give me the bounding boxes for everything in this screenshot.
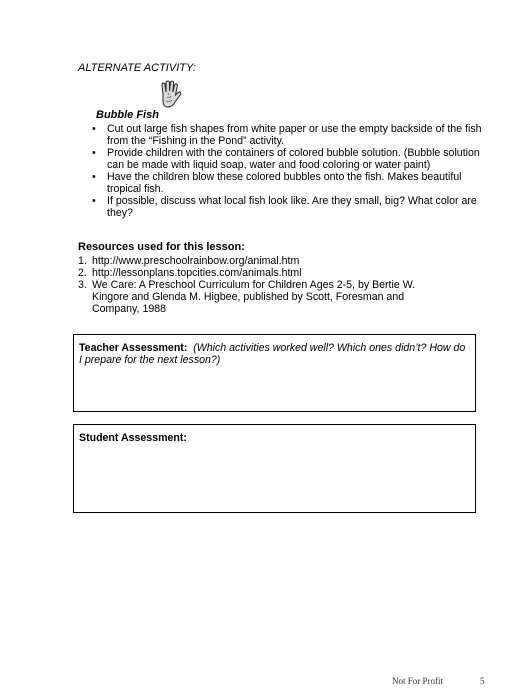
resource-text: We Care: A Preschool Curriculum for Children Ages 2-5, by Bertie W. Kingore and Glenda M. Higbee, published by Scott, Foresman and Company, 1988: [92, 279, 416, 315]
activity-bullet-list: [92, 123, 492, 219]
list-item: [78, 255, 438, 267]
list-number: 1.: [78, 255, 87, 267]
resources-title: Resources used for this lesson:: [78, 241, 245, 253]
alternate-activity-heading: ALTERNATE ACTIVITY:: [78, 62, 196, 74]
student-assessment-label: Student Assessment:: [79, 432, 187, 444]
list-number: 2.: [78, 267, 87, 279]
list-item: • Have the children blow these colored bubbles onto the fish. Makes beautiful tropical fish.: [92, 171, 492, 195]
hand-icon: [158, 80, 182, 110]
bubble-fish-title: Bubble Fish: [96, 109, 159, 121]
list-item: • If possible, discuss what local fish look like. Are they small, big? What color are they?: [92, 195, 492, 219]
footer-label: Not For Profit: [392, 676, 444, 686]
list-item: [78, 279, 438, 315]
teacher-assessment-box: [73, 334, 476, 412]
list-item: • Provide children with the containers of colored bubble solution. (Bubble solution can be made with liquid soap, water and food coloring or water paint): [92, 147, 492, 171]
list-item: • Cut out large fish shapes from white paper or use the empty backside of the fish from the “Fishing in the Pond” activity.: [92, 123, 492, 147]
list-item: [78, 267, 438, 279]
student-assessment-box: [73, 424, 476, 513]
resource-text: http://lessonplans.topcities.com/animals.html: [92, 267, 302, 279]
resource-text: http://www.preschoolrainbow.org/animal.htm: [92, 255, 300, 267]
resources-list: [78, 255, 438, 315]
page-number: 5: [480, 676, 485, 686]
teacher-assessment-label: Teacher Assessment:: [79, 342, 188, 354]
teacher-assessment-question: (Which activities worked well? Which ones didn’t? How do I prepare for the next lesson?): [79, 342, 466, 366]
list-number: 3.: [78, 279, 87, 291]
